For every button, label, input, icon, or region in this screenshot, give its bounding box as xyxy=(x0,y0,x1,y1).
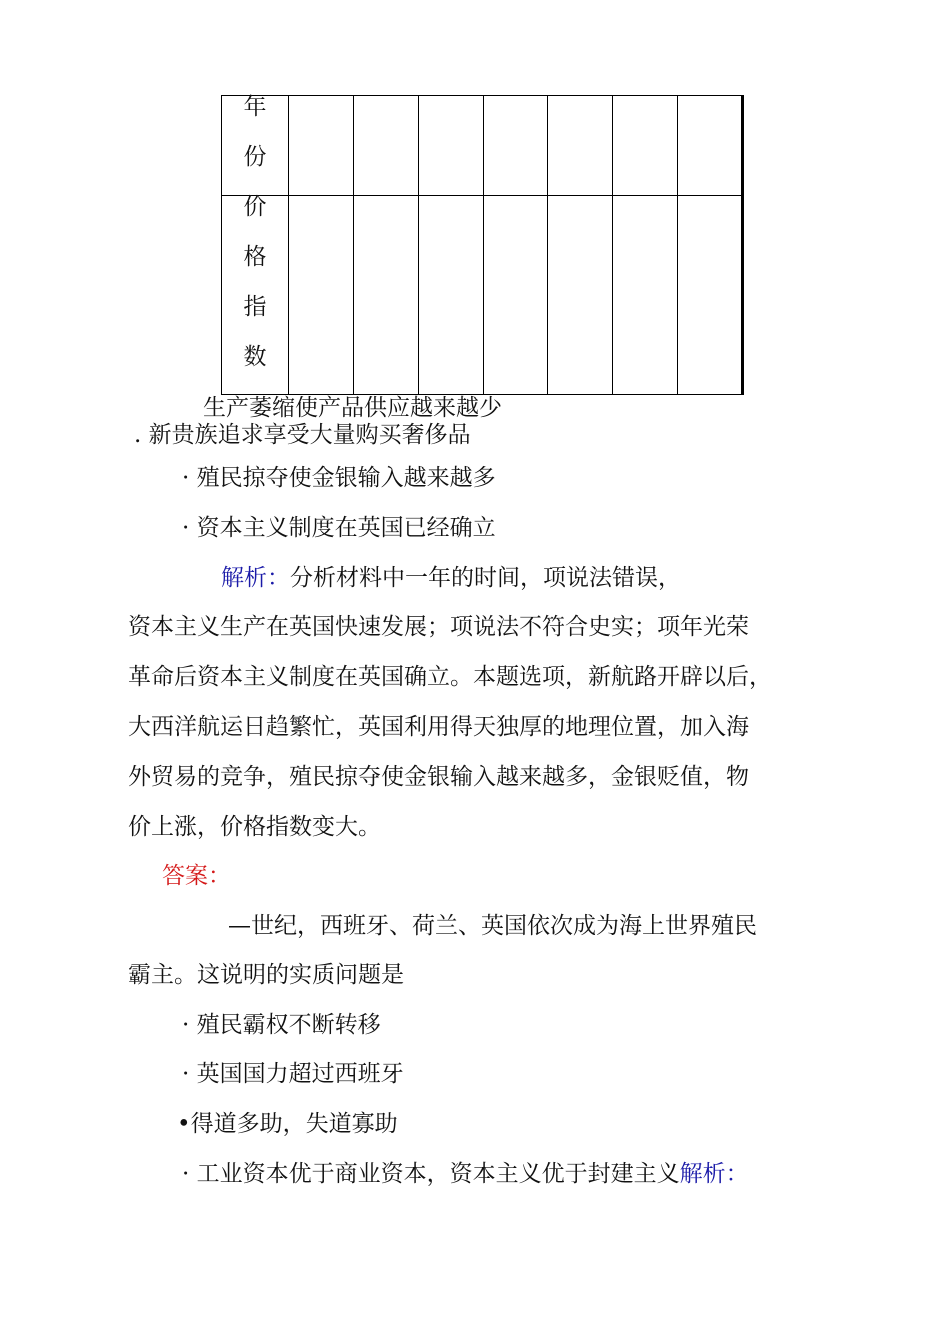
table-cell xyxy=(678,96,743,196)
table-cell xyxy=(289,196,354,395)
table-cell xyxy=(678,196,743,395)
table-cell xyxy=(483,96,548,196)
table-cell xyxy=(418,196,483,395)
option-a-q1: 生产萎缩使产品供应越来越少 xyxy=(203,395,502,421)
price-index-label-char: 数 xyxy=(243,344,267,370)
price-index-label-char: 价 xyxy=(243,194,267,220)
analysis-1-first-line xyxy=(221,563,681,593)
table-cell xyxy=(353,96,418,196)
table-cell xyxy=(289,96,354,196)
price-index-label-char: 格 xyxy=(243,244,267,270)
analysis-1-line: 大西洋航运日趋繁忙，英国利用得天独厚的地理位置，加入海 xyxy=(128,714,749,740)
question-2-line-2: 霸主。这说明的实质问题是 xyxy=(128,962,404,988)
analysis-label: 解析： xyxy=(221,565,290,591)
option-d-q2-line xyxy=(182,1159,749,1189)
table-cell xyxy=(548,196,613,395)
table-row-price-index xyxy=(222,196,743,395)
price-index-table xyxy=(221,95,744,395)
question-2-line-1: —世纪，西班牙、荷兰、英国依次成为海上世界殖民 xyxy=(228,913,757,939)
analysis-1-line: 资本主义生产在英国快速发展；项说法不符合史实；项年光荣 xyxy=(128,614,749,640)
answer-label: 答案： xyxy=(162,863,231,889)
table-row-year xyxy=(222,96,743,196)
option-d-q1: · 资本主义制度在英国已经确立 xyxy=(182,515,496,541)
table-cell xyxy=(613,96,678,196)
table-cell xyxy=(613,196,678,395)
year-header-cell xyxy=(222,96,289,196)
analysis-1-line: 革命后资本主义制度在英国确立。本题选项，新航路开辟以后， xyxy=(128,664,772,690)
year-label-char: 份 xyxy=(243,144,267,170)
analysis-2-label: 解析： xyxy=(679,1161,749,1187)
option-a-q2: · 殖民霸权不断转移 xyxy=(182,1012,381,1038)
price-index-header-cell xyxy=(222,196,289,395)
option-b-q2: · 英国国力超过西班牙 xyxy=(182,1061,404,1087)
table-cell xyxy=(548,96,613,196)
analysis-1-line: 价上涨，价格指数变大。 xyxy=(128,814,381,840)
option-c-q1: · 殖民掠夺使金银输入越来越多 xyxy=(182,465,496,491)
analysis-1-line: 外贸易的竞争，殖民掠夺使金银输入越来越多，金银贬值，物 xyxy=(128,764,749,790)
table-cell xyxy=(353,196,418,395)
option-b-q1: . 新贵族追求享受大量购买奢侈品 xyxy=(134,422,471,448)
option-d-q2: · 工业资本优于商业资本，资本主义优于封建主义 xyxy=(182,1161,680,1187)
price-index-label-char: 指 xyxy=(243,294,267,320)
table-cell xyxy=(418,96,483,196)
table-cell xyxy=(483,196,548,395)
year-label-char: 年 xyxy=(243,94,267,120)
option-c-q2: •得道多助，失道寡助 xyxy=(177,1111,398,1137)
analysis-text: 分析材料中一年的时间，项说法错误， xyxy=(290,565,681,591)
